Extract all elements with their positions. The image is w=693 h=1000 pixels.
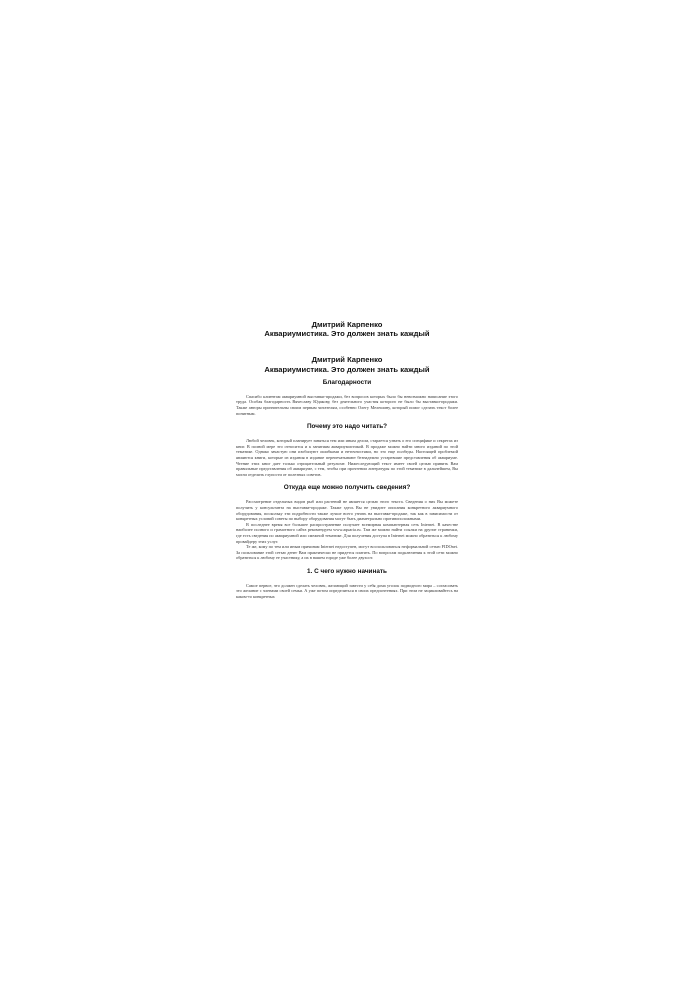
paragraph: Спасибо клиентам аквариумной выставки-продажи, без вопросов которых было бы невозможно написание этого труда. Особая благодарность Вячеславу Юдакову, без деятельного участия которого не было бы выставки-продажи. Также авторы признательны своим первым читателям, особенно Олегу Мелешину, который помог сделать текст более понятным.: [236, 393, 458, 416]
author-name: Дмитрий Карпенко: [311, 355, 383, 365]
document-page: [236, 320, 458, 607]
book-title: Аквариумистика. Это должен знать каждый: [264, 364, 430, 374]
book-header-first: [236, 320, 458, 338]
paragraph: Самое первое, что должен сделать человек, желающий завести у себя дома уголок подводного мира – согласовать это желание с членами своей семьи. А уже потом определиться в своих предпочтениях. При этом не зацикливайтесь на каком-то конкретных: [236, 582, 458, 600]
paragraph: Рассмотрение отдельных видов рыб или растений не является целью этого текста. Сведения о них Вы можете получить у консультанта на выставке-продаже. Также здесь Вы не увидите описания конкретного аквариумного оборудования, поскольку эти подробности также лучше всего узнать на выставке-продаже, так как в зависимости от конкретных условий советы по выбору оборудования могут быть диаметрально противоположными.: [236, 499, 458, 522]
section-why-read: [236, 423, 458, 477]
section-acknowledgements: [236, 379, 458, 416]
section-heading: Благодарности: [322, 378, 372, 386]
section-heading: 1. С чего нужно начинать: [307, 567, 387, 575]
paragraph: Любой человек, который планирует заняться тем или иным делом, старается узнать о его специфике и секретах из книг. В полной мере это относится и к занятиям аквариумистикой. В продаже можно найти много изданий по этой тематике. Однако зачастую они изобилуют ошибками и неточностями, но это еще полбеды. Настоящей проблемой являются книги, которые из издания в издание перепечатывают безнадежно устаревшие представления об аквариуме. Чтение этих книг дает только отрицательный результат. Нижеследующий текст имеет своей целью привить Вам правильные представления об аквариуме, с тем, чтобы при прочтении литературы по этой тематике в дальнейшем, Вы могли отделить глупости от полезных советов.: [236, 438, 458, 477]
section-where-to-start: [236, 568, 458, 600]
paragraph: Те же, кому по тем или иным причинам Internet недоступен, могут воспользоваться неформальной сетью FIDOnet. За пользование этой сетью денег Вам практически не придется платить. По вопросам подключения к этой сети можно обратиться к любому ее участнику, а их в вашем городе уже более двухсот.: [236, 544, 458, 561]
section-heading: Откуда еще можно получить сведения?: [283, 484, 411, 492]
paragraph: В последнее время все большее распространение получает всемирная компьютерная сеть Internet. В качестве наиболее полного и грамотного сайта рекомендуем www.aquaria.ru. Там же можно найти ссылки на другие странички, где есть сведения по аквариумной или смежной тематике. Для получения доступа в Internet можно обратиться к любому провайдеру этих услуг.: [236, 521, 458, 544]
author-name: Дмитрий Карпенко: [311, 320, 383, 329]
section-sources: [236, 484, 458, 561]
book-header-second: [236, 355, 458, 373]
section-heading: Почему это надо читать?: [306, 423, 388, 431]
book-title: Аквариумистика. Это должен знать каждый: [264, 329, 430, 339]
